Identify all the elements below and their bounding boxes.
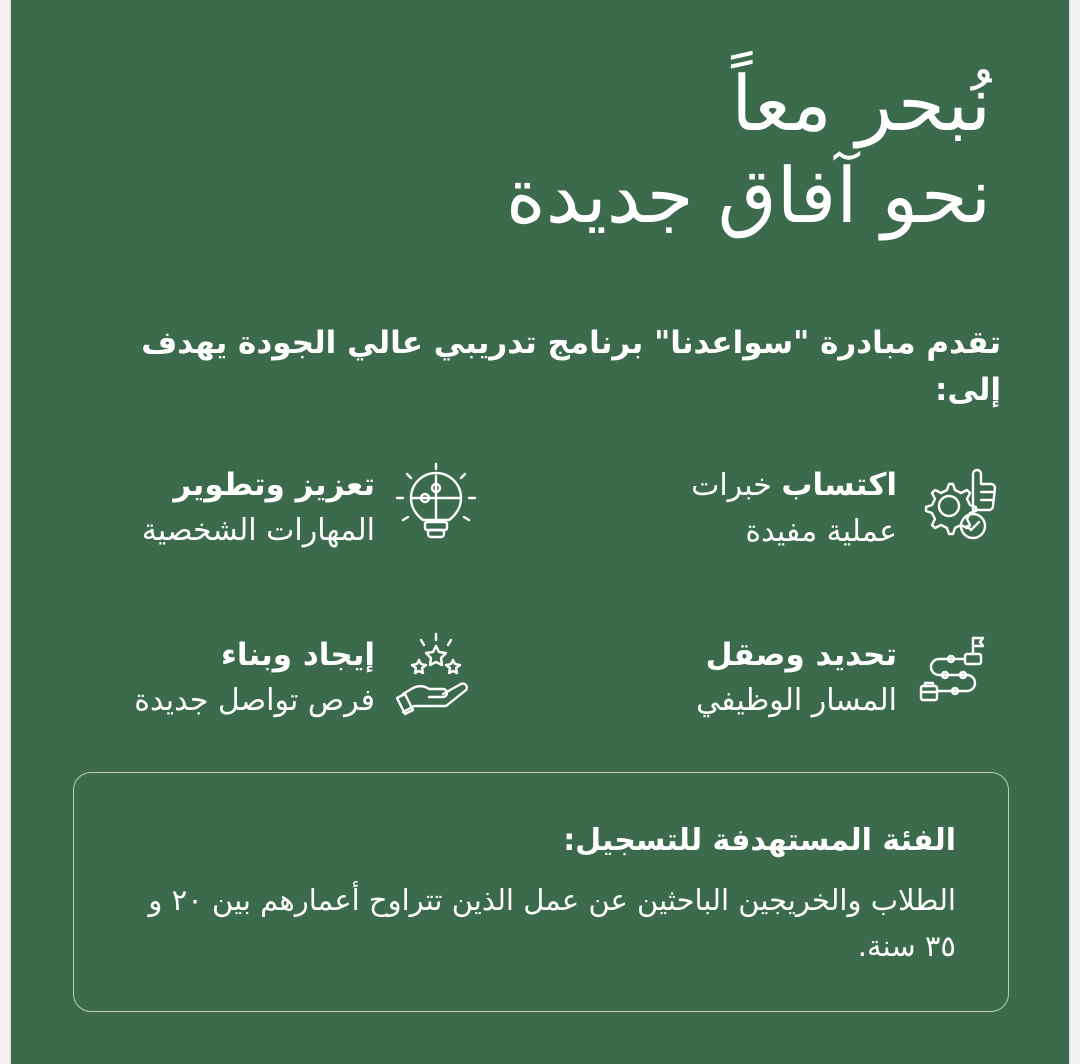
title-line-2: نحو آفاق جديدة — [505, 151, 991, 240]
hand-stars-icon — [393, 632, 479, 718]
poster — [10, 0, 1070, 1064]
target-audience-title: الفئة المستهدفة للتسجيل: — [563, 823, 956, 858]
feature-1-line2: عملية مفيدة — [745, 514, 897, 549]
feature-networking — [134, 632, 479, 724]
page-title — [291, 58, 991, 242]
target-audience-body: الطلاب والخريجين الباحثين عن عمل الذين تتراوح أعمارهم بين ٢٠ و ٣٥ سنة. — [148, 883, 956, 963]
feature-2-line2: المهارات الشخصية — [141, 513, 375, 548]
feature-1-rest: خبرات — [691, 468, 782, 503]
career-path-icon — [915, 632, 1001, 718]
feature-4-bold: إيجاد وبناء — [220, 637, 375, 673]
feature-personal-skills — [142, 462, 479, 554]
gear-check-icon — [915, 462, 1001, 548]
feature-2-bold: تعزيز وتطوير — [173, 467, 375, 503]
intro-text: تقدم مبادرة "سواعدنا" برنامج تدريبي عالي الجودة يهدف إلى: — [141, 325, 1001, 408]
feature-practical-experience — [691, 462, 1001, 555]
target-audience-box — [73, 772, 1009, 1012]
feature-1-bold: اكتساب — [781, 467, 897, 503]
title-line-1: نُبحر معاً — [731, 59, 991, 148]
feature-4-line2: فرص تواصل جديدة — [134, 683, 375, 718]
feature-3-line2: المسار الوظيفي — [696, 683, 897, 718]
lightbulb-puzzle-icon — [393, 462, 479, 548]
feature-3-bold: تحديد وصقل — [705, 637, 897, 673]
feature-career-path — [696, 632, 1001, 724]
